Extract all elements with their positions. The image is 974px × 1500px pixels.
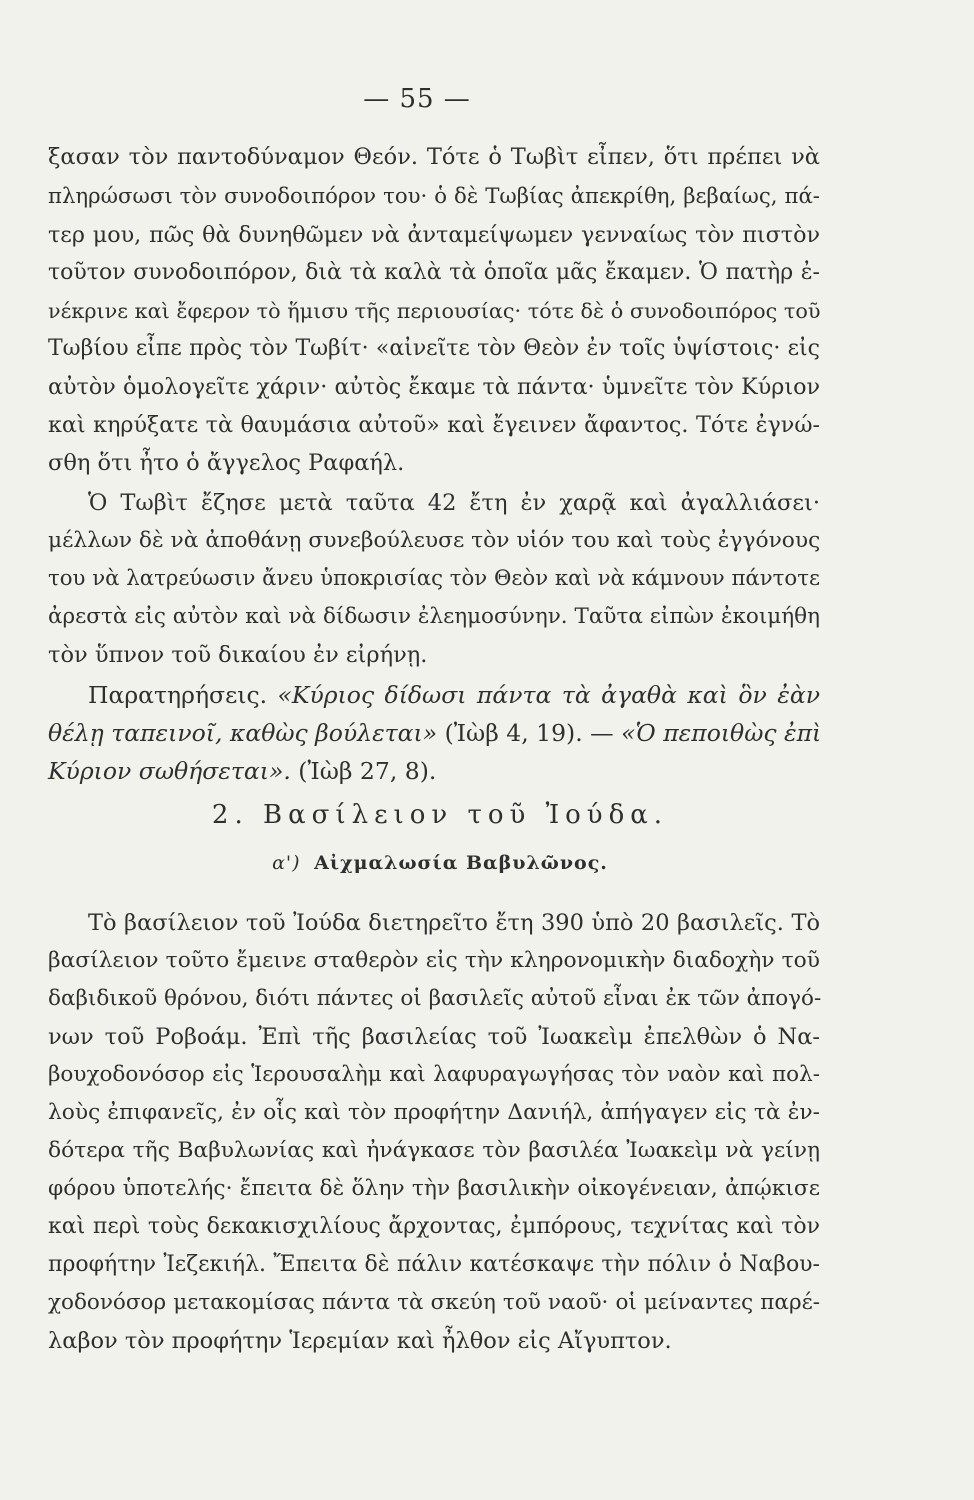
text-line: καὶ περὶ τοὺς δεκακισχιλίους ἄρχοντας, ἐμπόρους, τεχνίτας καὶ τὸν (48, 1214, 820, 1239)
section-heading: 2. Βασίλειον τοῦ Ἰούδα. (211, 800, 669, 830)
text-line: λαβον τὸν προφήτην Ἱερεμίαν καὶ ἦλθον εἰς Αἴγυπτον. (48, 1328, 672, 1354)
text-line: βουχοδονόσορ εἰς Ἱερουσαλὴμ καὶ λαφυραγωγήσας τὸν ναὸν καὶ πολ- (48, 1062, 820, 1087)
observations-line (48, 716, 820, 750)
text-line: νέκρινε καὶ ἔφερον τὸ ἥμισυ τῆς περιουσίας· τότε δὲ ὁ συνοδοιπόρος τοῦ (48, 299, 821, 323)
text-line: ξασαν τὸν παντοδύναμον Θεόν. Τότε ὁ Τωβὶτ εἶπεν, ὅτι πρέπει νὰ (48, 144, 820, 170)
text-line: λοὺς ἐπιφανεῖς, ἐν οἷς καὶ τὸν προφήτην Δανιήλ, ἀπήγαγεν εἰς τὰ ἐν- (48, 1100, 820, 1125)
text-line: φόρου ὑποτελής· ἔπειτα δὲ ὅλην τὴν βασιλικὴν οἰκογένειαν, ἀπῴκισε (48, 1176, 820, 1201)
observations-line (48, 754, 820, 788)
observations-line (88, 678, 820, 712)
text-line: προφήτην Ἰεζεκιήλ. Ἔπειτα δὲ πάλιν κατέσκαψε τὴν πόλιν ὁ Ναβου- (48, 1252, 820, 1277)
observations-label: Παρατηρήσεις. (88, 681, 268, 709)
scripture-quote: θέλῃ ταπεινοῖ, καθὼς βούλεται» (48, 719, 438, 747)
text-line: σθη ὅτι ἦτο ὁ ἄγγελος Ραφαήλ. (48, 450, 405, 476)
sub-heading (0, 852, 880, 874)
text-line: νων τοῦ Ροβοάμ. Ἐπὶ τῆς βασιλείας τοῦ Ἰωακεὶμ ἐπελθὼν ὁ Να- (48, 1024, 820, 1050)
scripture-quote: Κύριον σωθήσεται». (48, 757, 291, 785)
text-line: καὶ κηρύξατε τὰ θαυμάσια αὐτοῦ» καὶ ἔγεινεν ἄφαντος. Τότε ἐγνώ- (48, 412, 820, 438)
text-line: τερ μου, πῶς θὰ δυνηθῶμεν νὰ ἀνταμείψωμεν γενναίως τὸν πιστὸν (48, 222, 820, 248)
text-line: Ὁ Τωβὶτ ἔζησε μετὰ ταῦτα 42 ἔτη ἐν χαρᾷ καὶ ἀγαλλιάσει· (88, 490, 820, 516)
text-line: ἀρεστὰ εἰς αὐτὸν καὶ νὰ δίδωσιν ἐλεημοσύνην. Ταῦτα εἰπὼν ἐκοιμήθη (48, 604, 820, 629)
scripture-quote: «Ὁ πεποιθὼς ἐπὶ (621, 719, 822, 747)
text-line: του νὰ λατρεύωσιν ἄνευ ὑποκρισίας τὸν Θεὸν καὶ νὰ κάμνουν πάντοτε (48, 566, 820, 591)
text-line: Τωβίου εἶπε πρὸς τὸν Τωβίτ· «αἰνεῖτε τὸν Θεὸν ἐν τοῖς ὑψίστοις· εἰς (48, 336, 820, 361)
sub-heading-number: α') (272, 852, 301, 874)
text-line: δαβιδικοῦ θρόνου, διότι πάντες οἱ βασιλεῖς αὐτοῦ εἶναι ἐκ τῶν ἀπογό- (48, 986, 822, 1011)
text-line: χοδονόσορ μετακομίσας πάντα τὰ σκεύη τοῦ ναοῦ· οἱ μείναντες παρέ- (48, 1290, 820, 1315)
scripture-quote: «Κύριος δίδωσι πάντα τὰ ἀγαθὰ καὶ ὃν ἐὰν (277, 681, 820, 709)
text-line: μέλλων δὲ νὰ ἀποθάνῃ συνεβούλευσε τὸν υἱόν του καὶ τοὺς ἐγγόνους (48, 528, 821, 553)
text-line: βασίλειον τοῦτο ἔμεινε σταθερὸν εἰς τὴν κληρονομικὴν διαδοχὴν τοῦ (48, 948, 820, 973)
scripture-reference: (Ἰὼβ 4, 19). — (444, 719, 614, 747)
scripture-reference: (Ἰὼβ 27, 8). (298, 757, 437, 785)
text-line: τὸν ὕπνον τοῦ δικαίου ἐν εἰρήνῃ. (48, 642, 428, 668)
text-line: Τὸ βασίλειον τοῦ Ἰούδα διετηρεῖτο ἔτη 390 ὑπὸ 20 βασιλεῖς. Τὸ (88, 910, 820, 936)
text-line: δότερα τῆς Βαβυλωνίας καὶ ἠνάγκασε τὸν βασιλέα Ἰωακεὶμ νὰ γείνῃ (48, 1138, 820, 1163)
sub-heading-title: Αἰχμαλωσία Βαβυλῶνος. (314, 852, 608, 874)
page-number: — 55 — (363, 84, 471, 114)
text-line: τοῦτον συνοδοιπόρον, διὰ τὰ καλὰ τὰ ὁποῖα μᾶς ἔκαμεν. Ὁ πατὴρ ἐ- (48, 260, 820, 285)
text-line: πληρώσωσι τὸν συνοδοιπόρον του· ὁ δὲ Τωβίας ἀπεκρίθη, βεβαίως, πά- (48, 184, 820, 209)
text-line: αὐτὸν ὁμολογεῖτε χάριν· αὐτὸς ἔκαμε τὰ πάντα· ὑμνεῖτε τὸν Κύριον (48, 374, 820, 400)
